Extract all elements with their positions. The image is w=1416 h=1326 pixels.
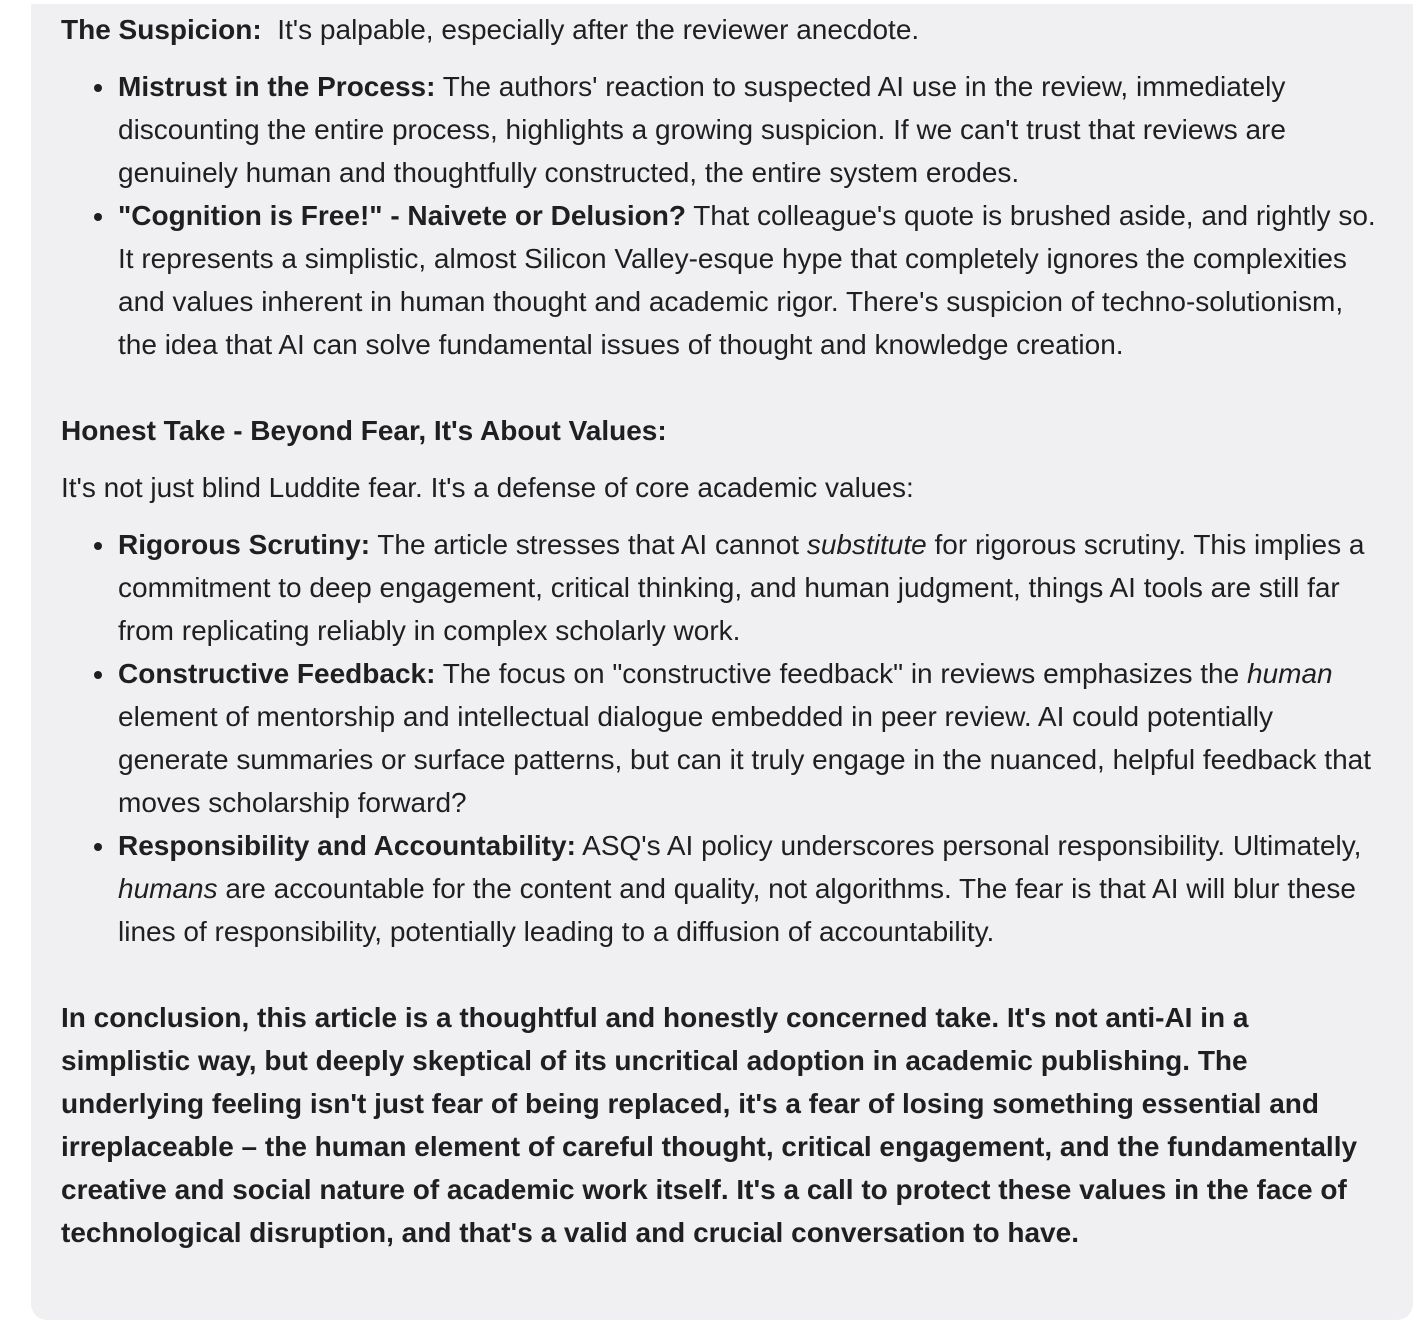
list-item-title: "Cognition is Free!" - Naivete or Delusion?: [118, 200, 686, 231]
list-item-text: The article stresses that AI cannot: [377, 529, 800, 560]
suspicion-list: [61, 65, 1383, 366]
list-item-emphasis: substitute: [806, 529, 927, 560]
list-item-text: for rigorous scrutiny. This implies a commitment to deep engagement, critical thinking, and human judgment, things AI tools are still far from replicating reliably in complex scholarly work.: [118, 529, 1365, 646]
values-list: [61, 523, 1383, 953]
list-item-text: The authors' reaction to suspected AI use in the review, immediately discounting the entire process, highlights a growing suspicion. If we can't trust that reviews are genuinely human and thoughtfully constructed, the entire system erodes.: [118, 71, 1286, 188]
list-item-title: Responsibility and Accountability:: [118, 830, 576, 861]
suspicion-heading: The Suspicion:: [61, 14, 262, 45]
list-item-text: are accountable for the content and quality, not algorithms. The fear is that AI will blur these lines of responsibility, potentially leading to a diffusion of accountability.: [118, 873, 1356, 947]
list-item-emphasis: human: [1246, 658, 1333, 689]
list-item-text: That colleague's quote is brushed aside, and rightly so. It represents a simplistic, almost Silicon Valley-esque hype that completely ignores the complexities and values inherent in human thought and academic rigor. There's suspicion of techno-solutionism, the idea that AI can solve fundamental issues of thought and knowledge creation.: [118, 200, 1376, 360]
values-lead: It's not just blind Luddite fear. It's a defense of core academic values:: [61, 472, 914, 503]
conclusion-paragraph: In conclusion, this article is a thoughtful and honestly concerned take. It's not anti-AI in a simplistic way, but deeply skeptical of its uncritical adoption in academic publishing. The underlying feeling isn't just fear of being replaced, it's a fear of losing something essential and irreplaceable – the human element of careful thought, critical engagement, and the fundamentally creative and social nature of academic work itself. It's a call to protect these values in the face of technological disruption, and that's a valid and crucial conversation to have.: [61, 1002, 1358, 1248]
list-item: [118, 65, 1383, 194]
list-item-title: Constructive Feedback:: [118, 658, 436, 689]
list-item: [118, 194, 1383, 366]
assistant-message-bubble: [31, 4, 1413, 1320]
list-item-text: The focus on "constructive feedback" in reviews emphasizes the: [442, 658, 1240, 689]
list-item-text: element of mentorship and intellectual dialogue embedded in peer review. AI could potentially generate summaries or surface patterns, but can it truly engage in the nuanced, helpful feedback that moves scholarship forward?: [118, 701, 1371, 818]
list-item-title: Mistrust in the Process:: [118, 71, 436, 102]
suspicion-paragraph: [61, 8, 1383, 51]
values-heading: Honest Take - Beyond Fear, It's About Values:: [61, 415, 667, 446]
list-item: [118, 652, 1383, 824]
suspicion-lead: It's palpable, especially after the reviewer anecdote.: [277, 14, 920, 45]
list-item-text: ASQ's AI policy underscores personal responsibility. Ultimately,: [582, 830, 1362, 861]
list-item-emphasis: humans: [118, 873, 218, 904]
list-item: [118, 523, 1383, 652]
list-item: [118, 824, 1383, 953]
list-item-title: Rigorous Scrutiny:: [118, 529, 371, 560]
